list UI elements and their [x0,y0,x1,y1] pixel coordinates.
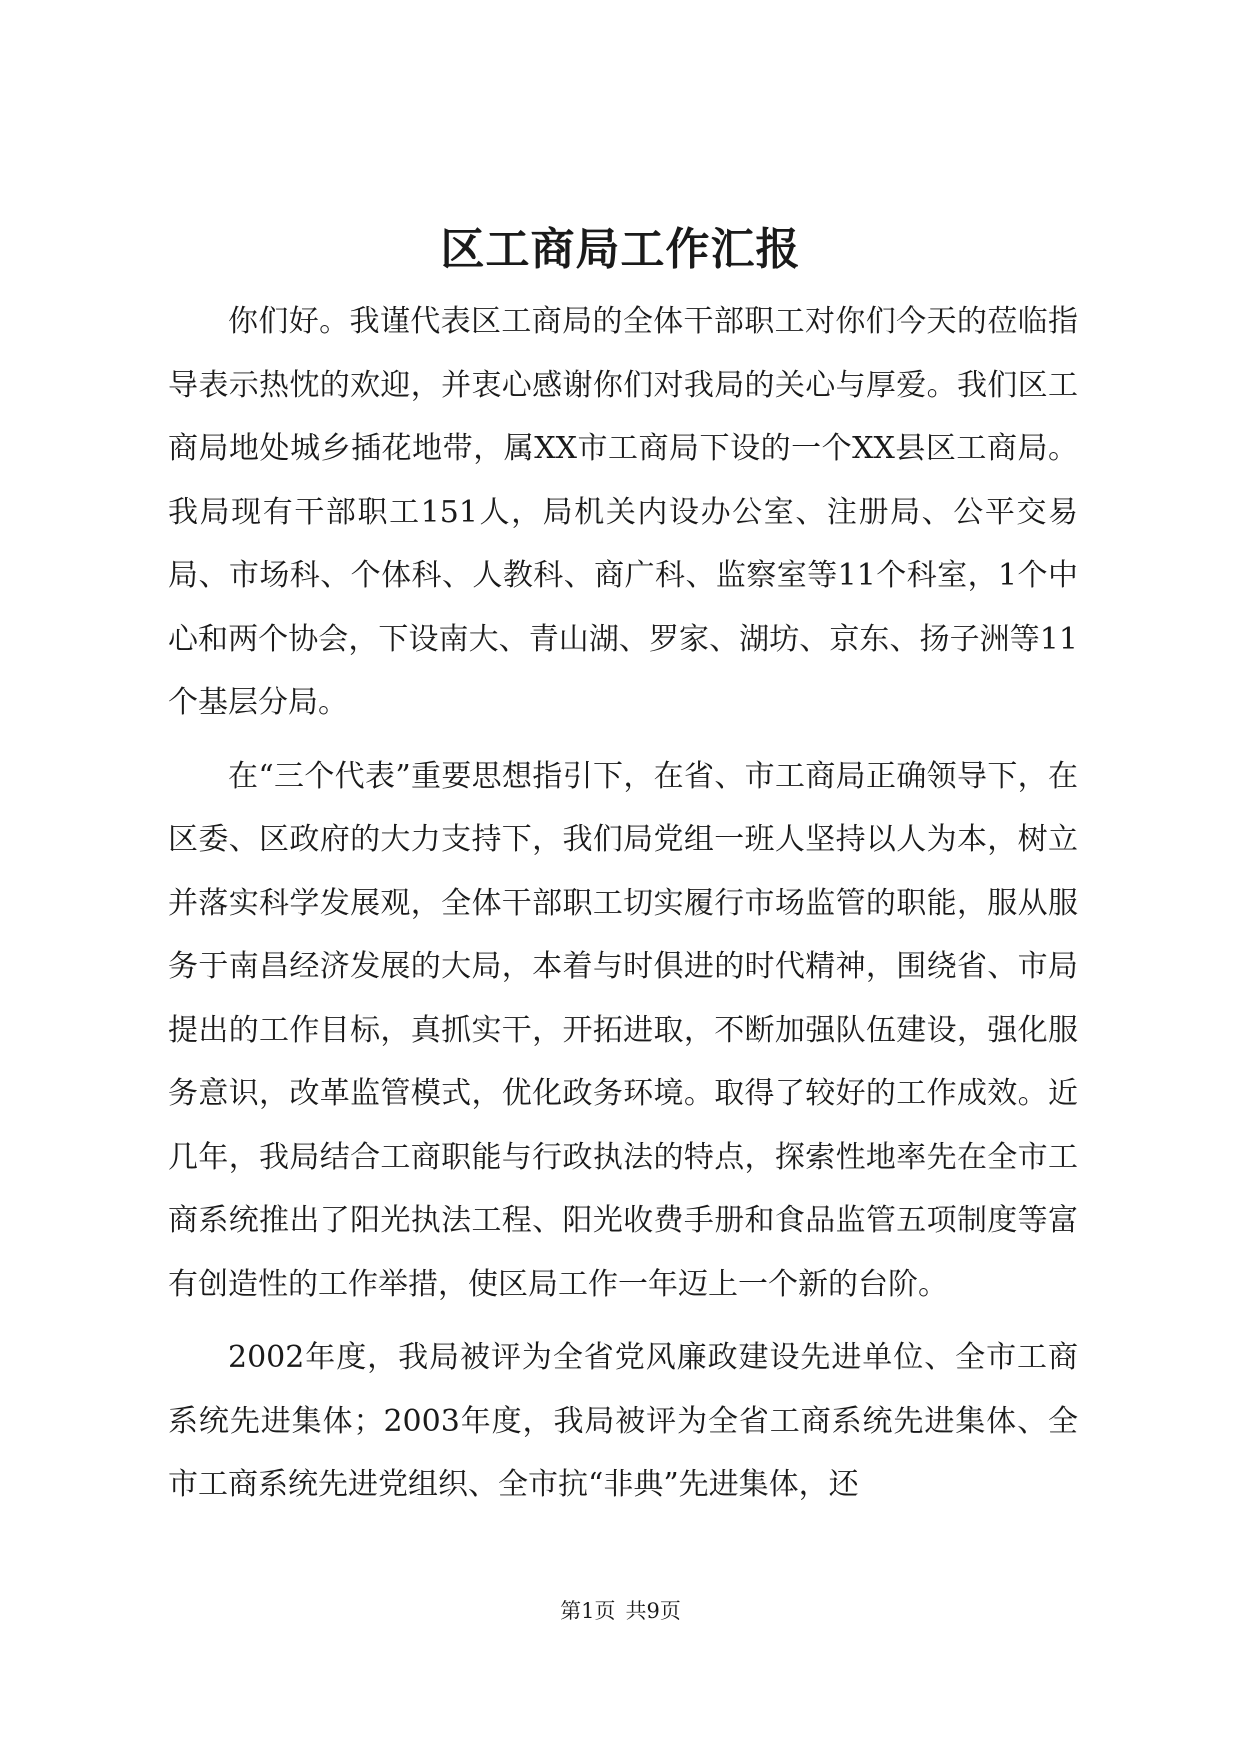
document-title: 区工商局工作汇报 [440,224,801,275]
paragraph-welcome: 你们好。我谨代表区工商局的全体干部职工对你们今天的莅临指导表示热忱的欢迎，并衷心感谢你们对我局的关心与厚爱。我们区工商局地处城乡插花地带，属XX市工商局下设的一个XX县区工商局。我局现有干部职工151人，局机关内设办公室、注册局、公平交易局、市场科、个体科、人教科、商广科、监察室等11个科室，1个中心和两个协会，下设南大、青山湖、罗家、湖坊、京东、扬子洲等11个基层分局。 [168,304,1078,720]
page-footer [0,1597,1241,1625]
page-number: 第1页 [560,1599,616,1623]
paragraph-awards: 2002年度，我局被评为全省党风廉政建设先进单位、全市工商系统先进集体；2003年度，我局被评为全省工商系统先进集体、全市工商系统先进党组织、全市抗“非典”先进集体，还 [168,1340,1078,1502]
page-total: 共9页 [625,1599,681,1623]
paragraph-achievements: 在“三个代表”重要思想指引下，在省、市工商局正确领导下，在区委、区政府的大力支持下，我们局党组一班人坚持以人为本，树立并落实科学发展观，全体干部职工切实履行市场监管的职能，服从服务于南昌经济发展的大局，本着与时俱进的时代精神，围绕省、市局提出的工作目标，真抓实干，开拓进取，不断加强队伍建设，强化服务意识，改革监管模式，优化政务环境。取得了较好的工作成效。近几年，我局结合工商职能与行政执法的特点，探索性地率先在全市工商系统推出了阳光执法工程、阳光收费手册和食品监管五项制度等富有创造性的工作举措，使区局工作一年迈上一个新的台阶。 [168,758,1078,1302]
document-body [168,290,1078,1517]
